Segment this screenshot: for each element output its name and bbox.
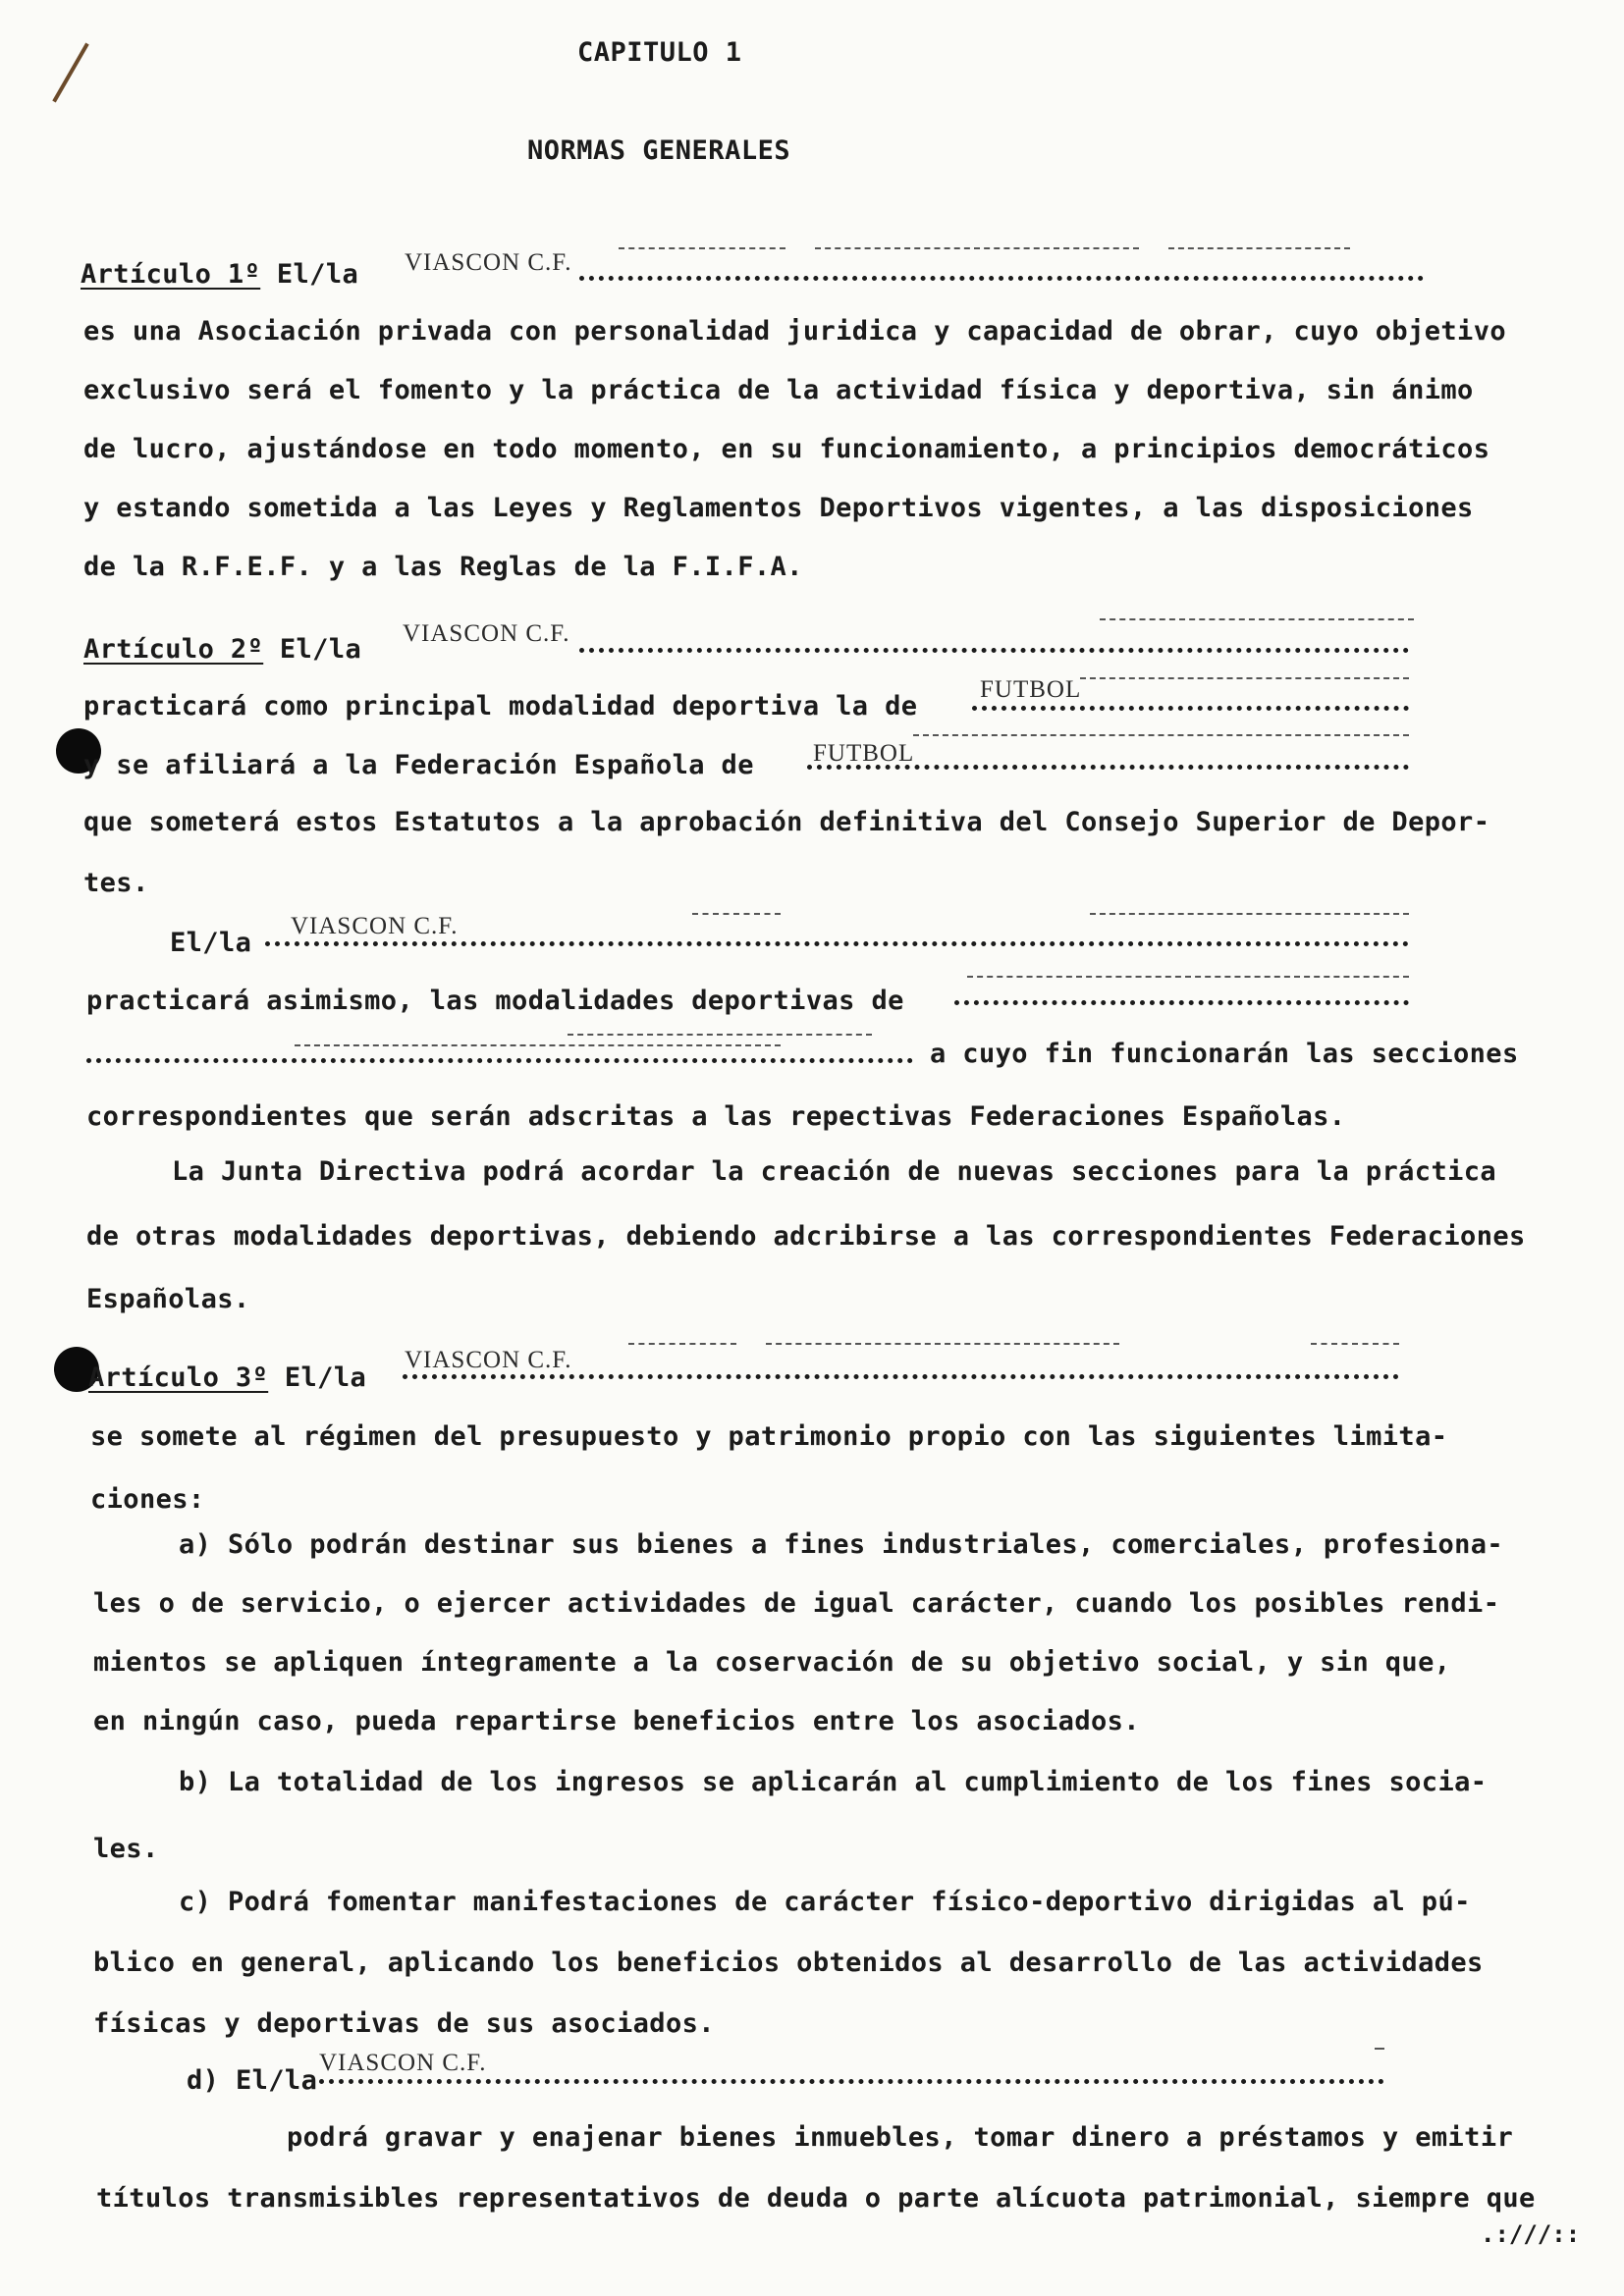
art2-para2-sports-fill-line: [954, 1000, 1409, 1005]
form-dash: [692, 913, 781, 915]
form-dash: [1080, 677, 1409, 679]
art3-c-line-3: físicas y deportivas de sus asociados.: [93, 2008, 715, 2039]
form-dash: [913, 734, 1409, 736]
art2-para3-line-1: La Junta Directiva podrá acordar la creación de nuevas secciones para la práctica: [172, 1156, 1497, 1187]
art2-federation-sport: FUTBOL: [813, 740, 915, 767]
art3-a-line-1: a) Sólo podrán destinar sus bienes a fines industriales, comerciales, profesiona-: [179, 1529, 1504, 1560]
page-continuation-mark: .:///::: [1481, 2220, 1581, 2248]
art3-d-line-1: podrá gravar y enajenar bienes inmuebles, tomar dinero a préstamos y emitir: [287, 2122, 1514, 2153]
art2-label: Artículo 2º: [83, 634, 264, 665]
art3-line-2: ciones:: [90, 1484, 205, 1515]
art2-sport-fill-line: [972, 706, 1409, 711]
form-dash: [1090, 913, 1409, 915]
art1-label: Artículo 1º: [81, 259, 261, 290]
art2-first-line: [83, 634, 361, 665]
art1-line-2: exclusivo será el fomento y la práctica de la actividad física y deportiva, sin ánimo: [83, 375, 1474, 405]
form-dash: [967, 976, 1409, 978]
art2-fill-line: [579, 648, 1409, 653]
art2-federation-fill-line: [807, 765, 1409, 770]
art1-fill-line: [579, 276, 1424, 281]
art3-intro: El/la: [284, 1362, 367, 1393]
art3-label: Artículo 3º: [88, 1362, 269, 1393]
ink-slash-mark: [52, 43, 88, 103]
art2-para2-intro: El/la: [170, 928, 252, 958]
art3-a-line-4: en ningún caso, pueda repartirse beneficios entre los asociados.: [93, 1706, 1140, 1736]
form-dash: [1100, 618, 1414, 620]
art2-intro: El/la: [279, 634, 362, 665]
art3-club-name: VIASCON C.F.: [405, 1347, 572, 1373]
art2-line-2: tes.: [83, 868, 149, 898]
form-dash: [568, 1034, 872, 1036]
form-dash: [1168, 247, 1350, 249]
art1-line-1: es una Asociación privada con personalidad juridica y capacidad de obrar, cuyo objetivo: [83, 316, 1507, 347]
art1-intro: El/la: [276, 259, 359, 290]
form-dash: [766, 1343, 1119, 1345]
art3-d-club-name: VIASCON C.F.: [319, 2050, 487, 2076]
art3-b-line-2: les.: [93, 1834, 159, 1864]
art2-para2-sports-fill-line-2: [86, 1058, 913, 1063]
art2-para3-line-2: de otras modalidades deportivas, debiendo adcribirse a las correspondientes Federaciones: [86, 1221, 1526, 1252]
art3-first-line: [88, 1362, 366, 1393]
form-dash: [815, 247, 1139, 249]
art2-para2-fin: a cuyo fin funcionarán las secciones: [930, 1039, 1519, 1069]
section-title: NORMAS GENERALES: [527, 135, 791, 166]
art2-para2-practicara: practicará asimismo, las modalidades deportivas de: [86, 986, 904, 1016]
art1-line-4: y estando sometida a las Leyes y Reglamentos Deportivos vigentes, a las disposiciones: [83, 493, 1474, 523]
art2-practicara-line: practicará como principal modalidad deportiva la de: [83, 691, 918, 721]
form-dash: [295, 1044, 781, 1046]
art2-club-name: VIASCON C.F.: [403, 620, 570, 647]
art3-c-line-1: c) Podrá fomentar manifestaciones de carácter físico-deportivo dirigidas al pú-: [179, 1887, 1471, 1917]
art3-d-fill-line: [319, 2079, 1384, 2084]
form-dash: [619, 247, 785, 249]
form-dash: [628, 1343, 736, 1345]
art3-line-1: se somete al régimen del presupuesto y patrimonio propio con las siguientes limita-: [90, 1421, 1448, 1452]
art2-para2-last: correspondientes que serán adscritas a las repectivas Federaciones Españolas.: [86, 1101, 1346, 1132]
art1-line-5: de la R.F.E.F. y a las Reglas de la F.I.F.A.: [83, 552, 803, 582]
art3-c-line-2: blico en general, aplicando los beneficios obtenidos al desarrollo de las actividades: [93, 1948, 1484, 1978]
art3-b-line-1: b) La totalidad de los ingresos se aplicarán al cumplimiento de los fines socia-: [179, 1767, 1488, 1797]
art3-d-intro: d) El/la: [187, 2065, 318, 2096]
art3-a-line-3: mientos se apliquen íntegramente a la coservación de su objetivo social, y sin que,: [93, 1647, 1451, 1678]
art2-para2-fill-line: [265, 941, 1409, 946]
art2-line-1: que someterá estos Estatutos a la aprobación definitiva del Consejo Superior de Depor-: [83, 807, 1490, 837]
form-dash: [1375, 2048, 1384, 2050]
art2-para2-club-name: VIASCON C.F.: [291, 913, 459, 939]
art3-a-line-2: les o de servicio, o ejercer actividades de igual carácter, cuando los posibles rendi-: [93, 1588, 1500, 1619]
art1-line-3: de lucro, ajustándose en todo momento, en su funcionamiento, a principios democráticos: [83, 434, 1490, 464]
art3-fill-line: [403, 1374, 1399, 1379]
art2-sport: FUTBOL: [980, 676, 1082, 703]
form-dash: [1311, 1343, 1399, 1345]
art2-afiliara-line: y se afiliará a la Federación Española de: [83, 750, 754, 780]
art3-d-line-2: títulos transmisibles representativos de deuda o parte alícuota patrimonial, siempre que: [96, 2183, 1536, 2214]
chapter-title: CAPITULO 1: [577, 37, 742, 68]
art2-para3-line-3: Españolas.: [86, 1284, 250, 1314]
art1-first-line: [81, 259, 358, 290]
art1-club-name: VIASCON C.F.: [405, 249, 572, 276]
